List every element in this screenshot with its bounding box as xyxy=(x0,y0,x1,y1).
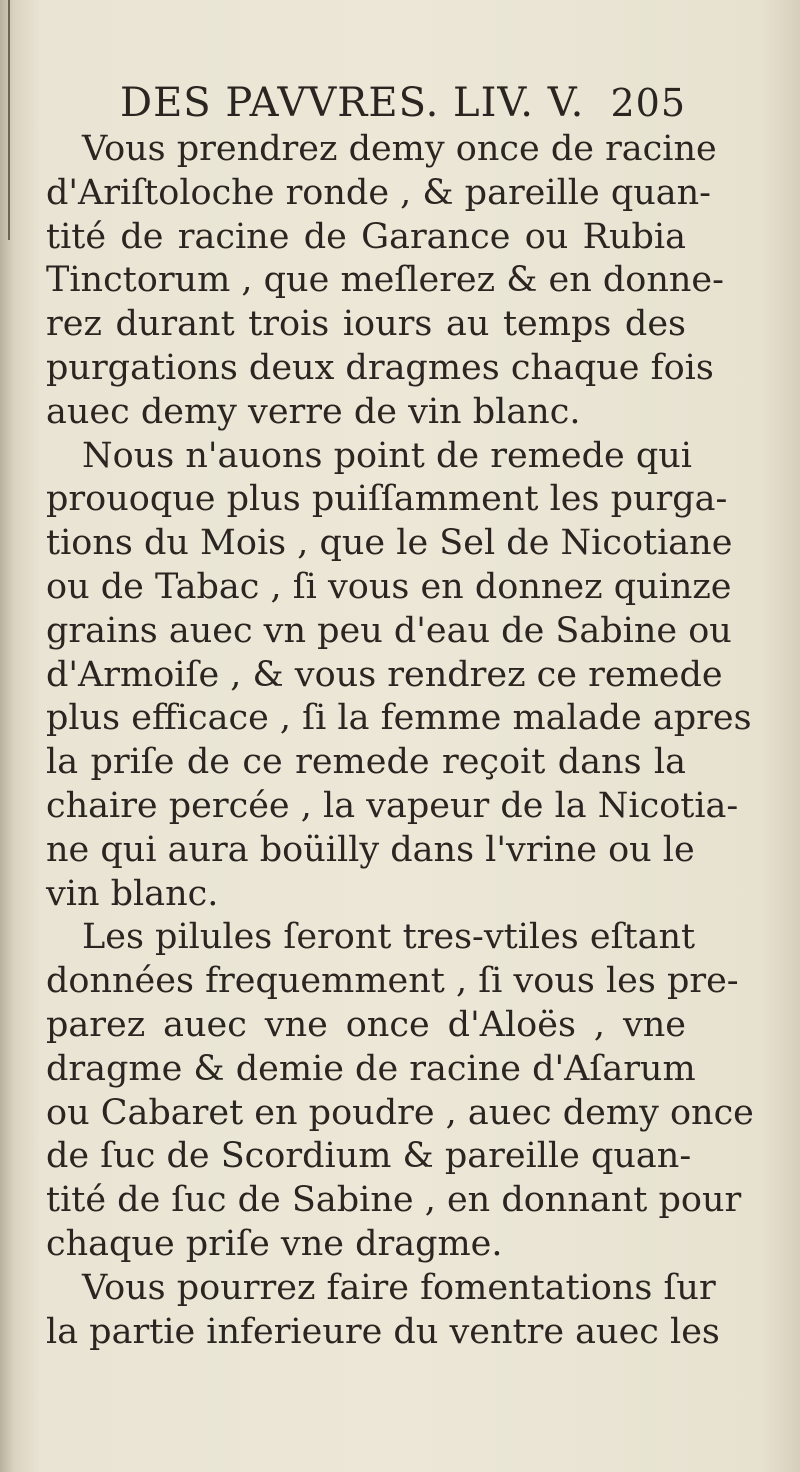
text-line: Vous prendrez demy once de racine xyxy=(82,129,717,169)
text-line: auec demy verre de vin blanc. xyxy=(46,391,581,432)
text-line: Vous pourrez faire fomentations ſur xyxy=(82,1267,716,1308)
text-line: vin blanc. xyxy=(46,873,219,914)
text-line: d'Armoiſe , & vous rendrez ce remede xyxy=(46,654,723,695)
text-line: de ſuc de Scordium & pareille quan- xyxy=(46,1136,692,1177)
text-line: rez durant trois iours au temps des xyxy=(46,304,686,345)
text-line: données frequemment , ſi vous les pre- xyxy=(46,961,739,1002)
paragraph xyxy=(46,435,752,917)
text-line: d'Ariſtoloche ronde , & pareille quan- xyxy=(46,172,711,213)
text-line: tions du Mois , que le Sel de Nicotiane xyxy=(46,523,733,564)
paragraph xyxy=(46,128,724,435)
text-line: prouoque plus puiſſamment les purga- xyxy=(46,479,728,520)
paragraph xyxy=(46,1267,720,1355)
running-head-title: DES PAVVRES. LIV. V. xyxy=(120,80,585,126)
text-block xyxy=(46,78,754,1354)
text-line: tité de racine de Garance ou Rubia xyxy=(46,216,686,257)
running-head xyxy=(120,78,686,128)
text-line: la priſe de ce remede reçoit dans la xyxy=(46,742,686,783)
text-line: chaque priſe vne dragme. xyxy=(46,1223,503,1264)
text-line: chaire percée , la vapeur de la Nicotia- xyxy=(46,785,739,826)
text-line: ne qui aura boüilly dans l'vrine ou le xyxy=(46,829,695,870)
text-line: Les pilules ſeront tres-vtiles eſtant xyxy=(82,917,696,958)
text-line: parez auec vne once d'Aloës , vne xyxy=(46,1004,686,1045)
page-edge xyxy=(8,0,10,240)
text-line: Tinctorum , que meſlerez & en donne- xyxy=(46,260,724,301)
text-line: ou de Tabac , ſi vous en donnez quinze xyxy=(46,566,732,607)
text-line: dragme & demie de racine d'Aſarum xyxy=(46,1048,696,1089)
text-line: ou Cabaret en poudre , auec demy once xyxy=(46,1092,754,1133)
page-number: 205 xyxy=(610,81,686,125)
text-line: Nous n'auons point de remede qui xyxy=(82,435,692,476)
text-line: purgations deux dragmes chaque fois xyxy=(46,347,714,388)
text-line: grains auec vn peu d'eau de Sabine ou xyxy=(46,610,732,651)
text-line: tité de ſuc de Sabine , en donnant pour xyxy=(46,1180,742,1221)
text-line: plus efficace , ſi la femme malade apres xyxy=(46,698,752,739)
text-line: la partie inferieure du ventre auec les xyxy=(46,1311,720,1352)
paragraph xyxy=(46,916,754,1266)
